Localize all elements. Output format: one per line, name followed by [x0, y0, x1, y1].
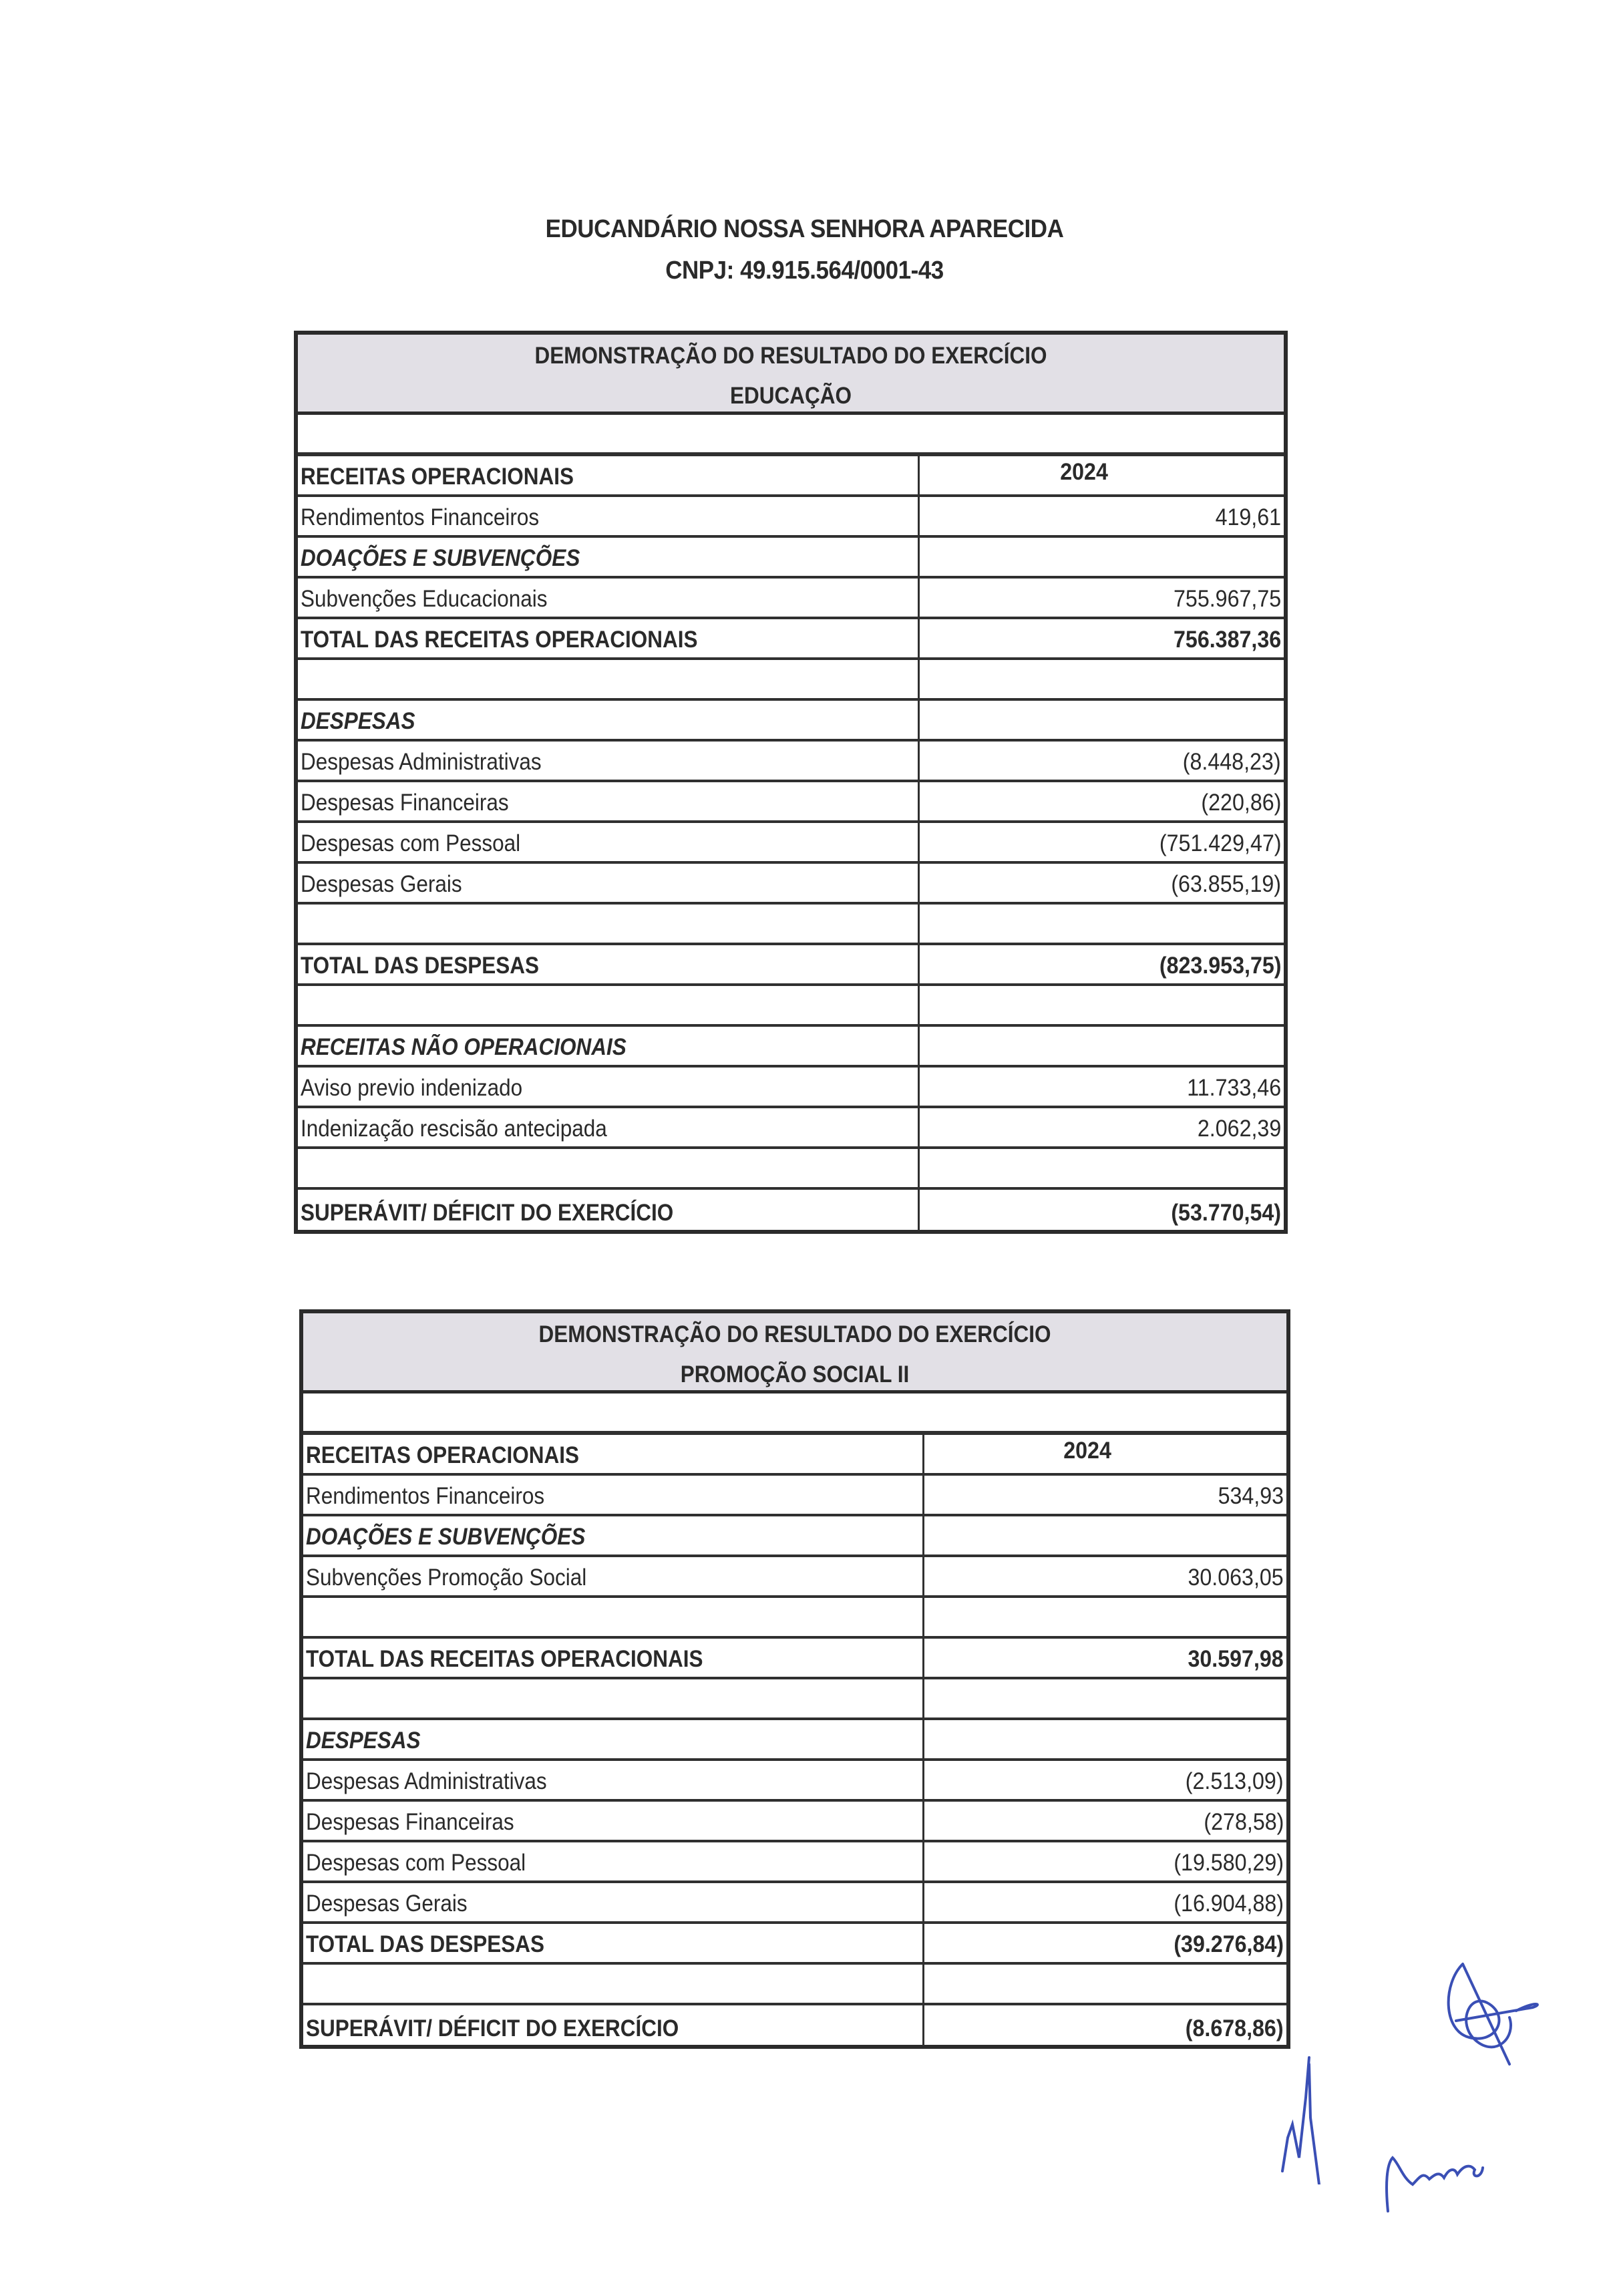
row-value: (53.770,54) — [1171, 1200, 1281, 1226]
row-value: 755.967,75 — [1173, 586, 1281, 612]
row-value-cell — [920, 660, 1284, 698]
row-label: Aviso previo indenizado — [301, 1075, 523, 1101]
year-column-header — [924, 1435, 1286, 1473]
row-value-cell — [920, 619, 1284, 657]
row-label-cell — [298, 905, 920, 943]
table-row — [303, 1516, 1286, 1557]
signature-cursive-icon — [1383, 2138, 1516, 2218]
row-value-cell — [924, 1883, 1286, 1921]
table-row — [303, 1476, 1286, 1516]
row-label: Despesas Financeiras — [301, 790, 509, 816]
row-value: (8.448,23) — [1183, 749, 1281, 775]
row-label-cell — [303, 1842, 924, 1880]
row-value: 30.063,05 — [1188, 1565, 1284, 1591]
row-value-cell — [920, 1027, 1284, 1065]
spacer-row — [303, 1965, 1286, 2005]
row-label: RECEITAS OPERACIONAIS — [301, 464, 574, 490]
row-label-cell — [298, 497, 920, 535]
row-label-cell — [303, 1516, 924, 1554]
table-row — [298, 1027, 1284, 1068]
row-label: Subvenções Promoção Social — [306, 1565, 587, 1591]
row-label: Subvenções Educacionais — [301, 586, 548, 612]
row-label: SUPERÁVIT/ DÉFICIT DO EXERCÍCIO — [306, 2015, 679, 2041]
table-row — [298, 1108, 1284, 1149]
signature-looped-icon — [1436, 1957, 1556, 2078]
row-label-cell — [298, 1149, 920, 1187]
row-label-cell — [303, 1639, 924, 1677]
row-label: Despesas Administrativas — [301, 749, 542, 775]
row-value-cell — [920, 782, 1284, 820]
row-label-cell — [303, 1924, 924, 1962]
row-value-cell — [924, 2005, 1286, 2046]
row-value: 2024 — [1059, 459, 1108, 485]
row-label: Rendimentos Financeiros — [306, 1483, 545, 1509]
row-value-cell — [920, 701, 1284, 739]
income-statement-table-promocao-social — [299, 1309, 1290, 2049]
row-label-cell — [303, 1557, 924, 1595]
spacer-row — [298, 415, 1284, 456]
row-label-cell — [298, 579, 920, 617]
table-row — [303, 1639, 1286, 1679]
row-value: (2.513,09) — [1186, 1768, 1284, 1794]
row-label-cell — [298, 456, 920, 494]
row-value-cell — [920, 905, 1284, 943]
signature-initials-m-icon — [1269, 2051, 1349, 2184]
row-value-cell — [920, 497, 1284, 535]
row-value-cell — [924, 1679, 1286, 1717]
row-value-cell — [924, 1639, 1286, 1677]
row-value-cell — [920, 864, 1284, 902]
row-value-cell — [924, 1516, 1286, 1554]
table-subtitle: EDUCAÇÃO — [729, 383, 852, 409]
organization-name: EDUCANDÁRIO NOSSA SENHORA APARECIDA — [545, 215, 1064, 243]
row-label-cell — [303, 2005, 924, 2046]
row-value-cell — [924, 1802, 1286, 1840]
row-value-cell — [924, 1965, 1286, 2003]
spacer-row — [298, 986, 1284, 1027]
row-label-cell — [298, 986, 920, 1024]
cnpj-number: CNPJ: 49.915.564/0001-43 — [665, 257, 944, 285]
table-row — [298, 742, 1284, 782]
table-row — [298, 456, 1284, 497]
row-label-cell — [303, 1761, 924, 1799]
table-row — [303, 1761, 1286, 1802]
spacer-row — [298, 660, 1284, 701]
row-label-cell — [298, 823, 920, 861]
row-label: Despesas Administrativas — [306, 1768, 547, 1794]
row-value-cell — [924, 1842, 1286, 1880]
table-row — [303, 1924, 1286, 1965]
row-label-cell — [298, 1190, 920, 1231]
table-row — [298, 497, 1284, 538]
row-value-cell — [920, 579, 1284, 617]
row-label-cell — [298, 1068, 920, 1106]
table-row — [298, 1190, 1284, 1231]
table-title: DEMONSTRAÇÃO DO RESULTADO DO EXERCÍCIO — [538, 1321, 1051, 1347]
row-value-cell — [924, 1476, 1286, 1514]
table-row — [298, 579, 1284, 619]
row-label: RECEITAS OPERACIONAIS — [306, 1442, 579, 1468]
row-label-cell — [298, 864, 920, 902]
row-value: (823.953,75) — [1159, 953, 1281, 979]
row-value: 11.733,46 — [1187, 1075, 1281, 1101]
row-label: TOTAL DAS RECEITAS OPERACIONAIS — [301, 627, 698, 653]
table-row — [298, 1068, 1284, 1108]
row-value: (16.904,88) — [1174, 1891, 1284, 1917]
row-value: (220,86) — [1201, 790, 1281, 816]
row-label: Despesas Gerais — [306, 1891, 468, 1917]
row-label-cell — [303, 1802, 924, 1840]
row-label: SUPERÁVIT/ DÉFICIT DO EXERCÍCIO — [301, 1200, 674, 1226]
row-value: (19.580,29) — [1174, 1850, 1284, 1876]
row-label: Despesas Gerais — [301, 871, 462, 897]
row-label: DESPESAS — [301, 708, 415, 734]
row-label: Indenização rescisão antecipada — [301, 1116, 607, 1142]
row-value: 2.062,39 — [1197, 1116, 1281, 1142]
table-row — [298, 538, 1284, 579]
row-value: (278,58) — [1204, 1809, 1284, 1835]
table-title-band — [298, 335, 1284, 415]
row-value-cell — [920, 823, 1284, 861]
table-title-band — [303, 1313, 1286, 1393]
row-label-cell — [303, 1476, 924, 1514]
row-label-cell — [298, 1027, 920, 1065]
row-value-cell — [920, 742, 1284, 780]
table-subtitle: PROMOÇÃO SOCIAL II — [680, 1361, 910, 1387]
row-label: DOAÇÕES E SUBVENÇÕES — [306, 1524, 586, 1550]
row-label: DOAÇÕES E SUBVENÇÕES — [301, 545, 580, 571]
table-row — [303, 1557, 1286, 1598]
row-label: Despesas com Pessoal — [306, 1850, 526, 1876]
row-value: 534,93 — [1218, 1483, 1284, 1509]
row-value: (63.855,19) — [1171, 871, 1281, 897]
table-row — [298, 701, 1284, 742]
row-label: TOTAL DAS DESPESAS — [301, 953, 540, 979]
spacer-row — [298, 905, 1284, 945]
table-row — [298, 782, 1284, 823]
table-row — [298, 619, 1284, 660]
row-label-cell — [303, 1679, 924, 1717]
table-row — [303, 1435, 1286, 1476]
row-label-cell — [298, 538, 920, 576]
spacer-row — [303, 1679, 1286, 1720]
row-label-cell — [298, 945, 920, 983]
row-value: (39.276,84) — [1174, 1931, 1284, 1957]
row-label: TOTAL DAS DESPESAS — [306, 1931, 545, 1957]
table-row — [298, 823, 1284, 864]
row-value: (8.678,86) — [1186, 2015, 1284, 2041]
document-header — [64, 208, 1544, 291]
row-label: DESPESAS — [306, 1728, 421, 1754]
row-value-cell — [920, 1190, 1284, 1231]
row-label-cell — [303, 1598, 924, 1636]
income-statement-table-educacao — [294, 331, 1288, 1234]
row-label: Rendimentos Financeiros — [301, 504, 540, 530]
row-value: (751.429,47) — [1159, 830, 1281, 856]
row-value-cell — [924, 1720, 1286, 1758]
row-value-cell — [924, 1557, 1286, 1595]
spacer-row — [298, 1149, 1284, 1190]
row-label: RECEITAS NÃO OPERACIONAIS — [301, 1034, 627, 1060]
row-value-cell — [920, 1149, 1284, 1187]
row-label-cell — [303, 1720, 924, 1758]
row-label: Despesas com Pessoal — [301, 830, 521, 856]
table-title: DEMONSTRAÇÃO DO RESULTADO DO EXERCÍCIO — [534, 343, 1047, 369]
row-label-cell — [298, 1108, 920, 1146]
row-value: 30.597,98 — [1188, 1646, 1284, 1672]
row-label-cell — [298, 660, 920, 698]
table-row — [303, 1842, 1286, 1883]
row-label-cell — [298, 742, 920, 780]
row-value-cell — [924, 1761, 1286, 1799]
table-row — [303, 1720, 1286, 1761]
row-label-cell — [298, 782, 920, 820]
table-row — [298, 864, 1284, 905]
row-value-cell — [924, 1598, 1286, 1636]
row-label-cell — [303, 1435, 924, 1473]
table-row — [303, 1883, 1286, 1924]
row-label-cell — [303, 1883, 924, 1921]
table-row — [303, 1802, 1286, 1842]
spacer-row — [303, 1393, 1286, 1435]
row-value-cell — [920, 986, 1284, 1024]
row-label: Despesas Financeiras — [306, 1809, 514, 1835]
spacer-row — [303, 1598, 1286, 1639]
row-value-cell — [920, 1068, 1284, 1106]
row-value: 756.387,36 — [1173, 627, 1281, 653]
row-value-cell — [920, 538, 1284, 576]
row-value-cell — [924, 1924, 1286, 1962]
row-value: 419,61 — [1215, 504, 1281, 530]
row-label-cell — [298, 619, 920, 657]
row-label-cell — [303, 1965, 924, 2003]
row-label-cell — [298, 701, 920, 739]
table-row — [298, 945, 1284, 986]
row-value: 2024 — [1063, 1438, 1111, 1464]
year-column-header — [920, 456, 1284, 494]
row-value-cell — [920, 1108, 1284, 1146]
table-row — [303, 2005, 1286, 2046]
row-label: TOTAL DAS RECEITAS OPERACIONAIS — [306, 1646, 703, 1672]
row-value-cell — [920, 945, 1284, 983]
